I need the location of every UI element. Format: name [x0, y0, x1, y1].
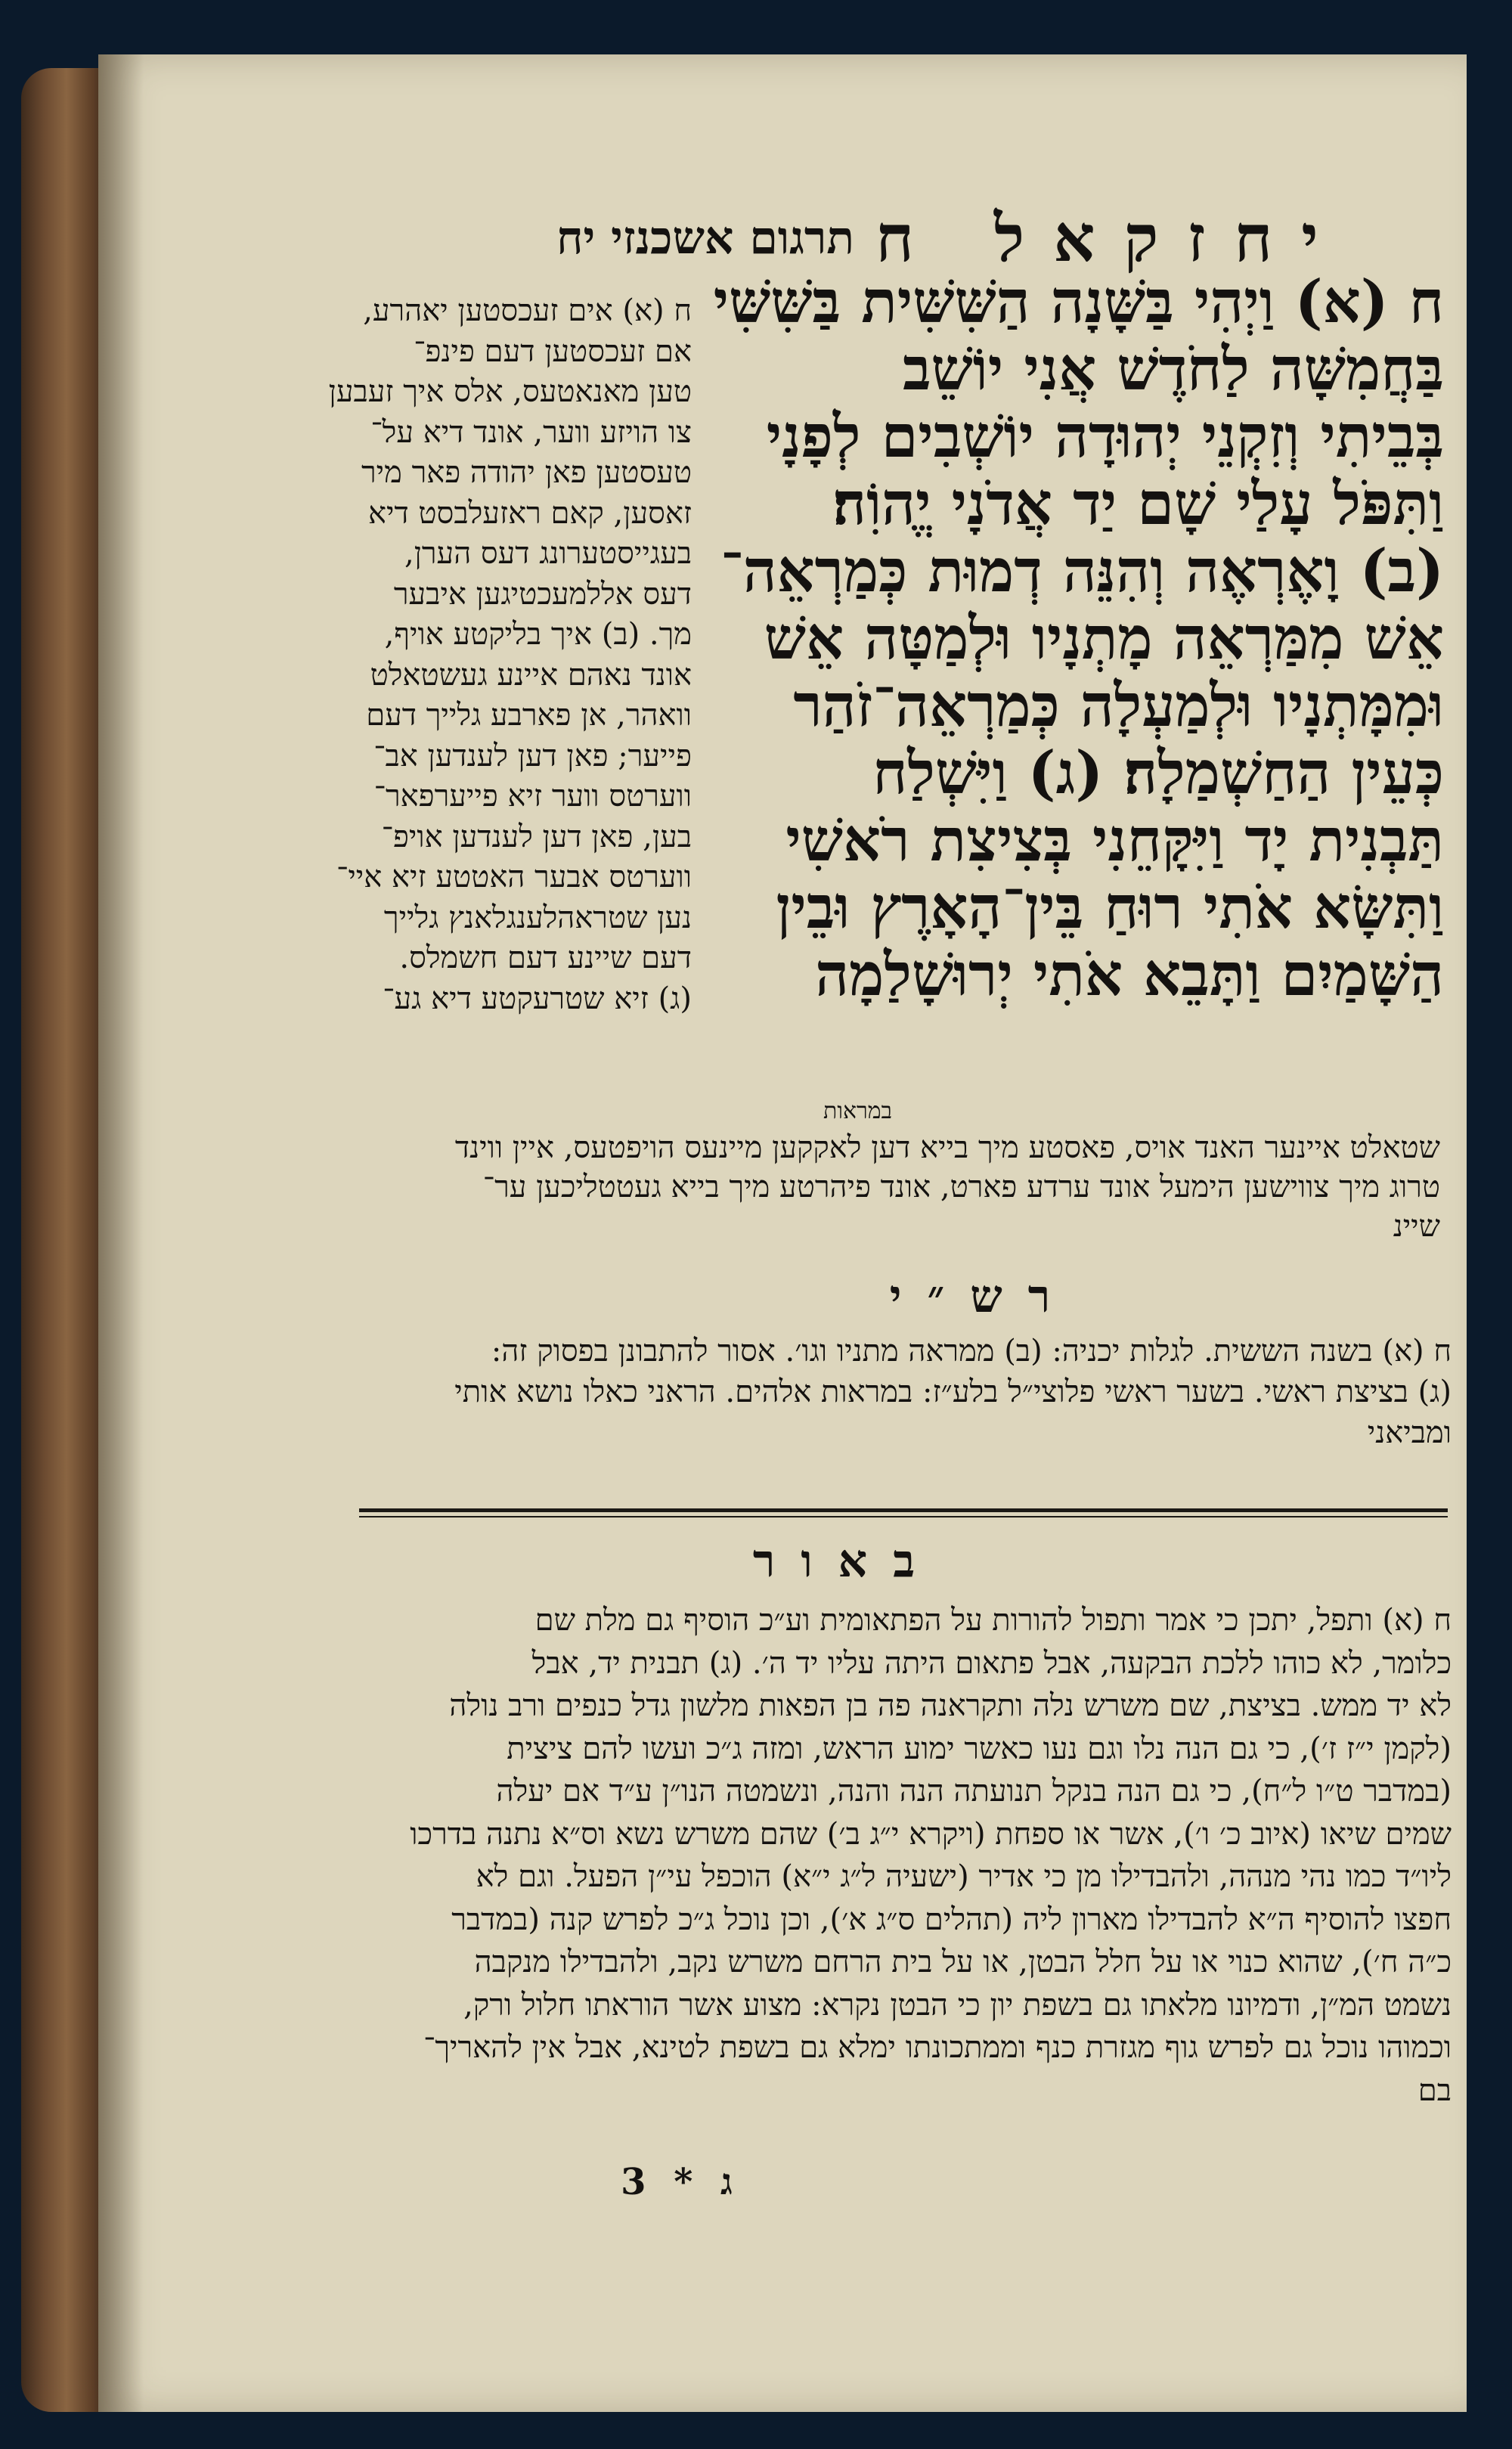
section-divider	[359, 1508, 1448, 1512]
targum-line: שיינ	[1393, 1209, 1440, 1244]
targum-line: בען, פאן דען לענדען אויפ־	[381, 819, 692, 854]
rashi-title: רש״י	[889, 1270, 1077, 1323]
beur-line: חפצו להוסיף ה״א להבדילו מארון ליה (תהלים ס״ג א׳), וכן נוכל ג״כ לפרש קנה (במדבר	[451, 1902, 1452, 1937]
targum-line: פייער; פאן דען לענדען אב־	[373, 738, 692, 773]
section-divider-thin	[359, 1516, 1448, 1517]
bible-line: הַשָּׁמַיִם וַתָּבֵא אֹתִי יְרוּשָׁלַמָה	[815, 941, 1444, 1009]
beur-line: שמים שיאו (איוב כ׳ ו׳), אשר או ספחת (ויקרא י״ג ב׳) שהם משרש נשא וס״א נתנה בדרכו	[410, 1816, 1452, 1852]
catchword: במראות	[823, 1098, 892, 1124]
header-book-title: יחזקאל ח	[875, 200, 1347, 277]
beur-title: באור	[752, 1535, 941, 1588]
beur-line: כלומר, לא כוהו ללכת הבקעה, אבל פתאום היתה עליו יד ה׳. (ג) תבנית יד, אבל	[531, 1645, 1452, 1681]
targum-line: טרוג מיך צווישען הימעל אונד ערדע פארט, אונד פיהרטע מיך בייא געטטליכען ער־	[482, 1170, 1440, 1204]
rashi-line: ח (א) בשנה הששית. לגלות יכניה: (ב) ממראה מתניו וגו׳. אסור להתבונן בפסוק זה:	[491, 1334, 1452, 1369]
targum-continuation	[344, 1128, 1440, 1246]
targum-line: בעגייסטערונג דעס הערן,	[404, 536, 692, 571]
bible-line: ח (א) וַיְהִי בַּשָּׁנָה הַשִּׁשִּׁית בַּשִּׁשִּׁי	[713, 268, 1444, 336]
targum-line: אונד נאהם איינע געשטאלט	[370, 657, 692, 693]
bible-line: תַּבְנִית יָד וַיִּקָּחֵנִי בְּצִיצִת רֹאשִׁי	[785, 806, 1444, 875]
targum-line: אם זעכסטען דעם פינפ־	[414, 333, 692, 369]
targum-line: דעס אללמעכטיגען איבער	[393, 576, 692, 612]
targum-line: שטאלט איינער האנד אויס, פאסטע מיך בייא דען לאקקען מיינעס הויפטעס, איין ווינד	[454, 1130, 1440, 1165]
rashi-commentary	[348, 1331, 1452, 1453]
beur-line: (לקמן י״ז ז׳), כי גם הנה נלו וגם נעו כאשר ימוע הראש, ומזה ג״כ ועשו להם ציצית	[507, 1731, 1452, 1766]
targum-line: צו הויזע ווער, אונד דיא על־	[370, 414, 692, 450]
targum-column	[328, 291, 692, 1019]
beur-line: (במדבר ט״ו ל״ח), כי גם הנה בנקל תנועתה הנה והנה, ונשמטה הנו״ן ע״ד אם יעלה	[496, 1774, 1452, 1809]
beur-line: בם	[1418, 2072, 1452, 2108]
beur-line: כ״ה ח׳), שהוא כנוי או על חלל הבטן, או על בית הרחם משרש נקב, ולהבדילו מנקבה	[474, 1945, 1452, 1979]
targum-line: נען שטראהלענגלאנץ גלייך	[383, 900, 692, 935]
targum-line: טעסטען פאן יהודה פאר מיר	[361, 455, 692, 490]
bible-line: בַּחֲמִשָּׁה לַחֹדֶשׁ אֲנִי יוֹשֵׁב	[902, 335, 1444, 404]
beur-line: נשמט המ״ן, ודמיונו מלאתו גם בשפת יון כי הבטן נקרא: מצוע אשר הוראתו חלול ורק,	[463, 1987, 1452, 2023]
targum-line: דעם שיינע דעם חשמלס.	[399, 941, 692, 975]
bible-line: וַתִּשָּׂא אֹתִי רוּחַ בֵּין־הָאָרֶץ וּבֵין	[776, 873, 1444, 942]
targum-line: וואהר, אן פארבע גלייך דעם	[366, 698, 692, 733]
page-signature: ג * 3	[621, 2161, 740, 2203]
targum-line: זאסען, קאם ראזעלבסט דיא	[367, 495, 692, 531]
beur-line: לא יד ממש. בציצת, שם משרש נלה ותקראנה פה בן הפאות מלשון גדל כנפים ורב נולה	[449, 1688, 1452, 1723]
bible-line: כְּעֵין הַחַשְׁמַלָה׃ (ג) וַיִּשְׁלַח	[872, 739, 1444, 808]
rashi-line: ומביאני	[1367, 1415, 1452, 1450]
beur-line: וכמוהו נוכל גם לפרש גוף מגזרת כנף וממתכונתו ימלא גם בשפת לטינא, אבל אין להאריך־	[423, 2030, 1452, 2065]
bible-text-column	[696, 268, 1444, 1009]
beur-line: ח (א) ותפל, יתכן כי אמר ותפול להורות על הפתאומית וע״כ הוסיף גם מלת שם	[534, 1603, 1452, 1638]
bible-line: אֵשׁ מִמַּרְאֵה מָתְנָיו וּלְמַטָּה אֵשׁ	[764, 604, 1444, 673]
header-targum-title: תרגום אשכנזי יח	[556, 212, 854, 265]
targum-line: טען מאנאטעס, אלס איך זעבען	[328, 374, 692, 409]
targum-line: (ג) זיא שטרעקטע דיא גע־	[383, 981, 692, 1016]
targum-line: ווערטס אבער האטטע זיא איי־	[336, 860, 692, 894]
targum-line: ח (א) אים זעכסטען יאהרע,	[363, 293, 692, 328]
beur-line: ליו״ד כמו נהי מנהה, ולהבדילו מן כי אדיר (ישעיה ל״ג י״א) הוכפל עי״ן הפעל. וגם לא	[476, 1859, 1452, 1894]
rashi-line: (ג) בציצת ראשי. בשער ראשי פלוצי״ל בלע״ז: במראות אלהים. הראני כאלו נושא אותי	[454, 1375, 1452, 1409]
targum-line: מך. (ב) איך בליקטע אויף,	[384, 617, 692, 652]
bible-line: וּמִמָּתְנָיו וּלְמַעְלָה כְּמַרְאֵה־זֹהַר	[793, 671, 1444, 740]
bible-line: וַתִּפֹּל עָלַי שָׁם יַד אֲדֹנָי יֱהוִֹה׃	[832, 470, 1444, 538]
gutter-shadow	[98, 54, 144, 2412]
targum-line: ווערטס ווער זיא פייערפאר־	[373, 779, 692, 814]
bible-line: בְּבֵיתִי וְזִקְנֵי יְהוּדָה יוֹשְׁבִים לְפָנָי	[766, 402, 1444, 471]
beur-commentary	[318, 1599, 1452, 2112]
bible-line: (ב) וָאֶרְאֶה וְהִנֵּה דְמוּת כְּמַרְאֵה־	[720, 537, 1444, 606]
